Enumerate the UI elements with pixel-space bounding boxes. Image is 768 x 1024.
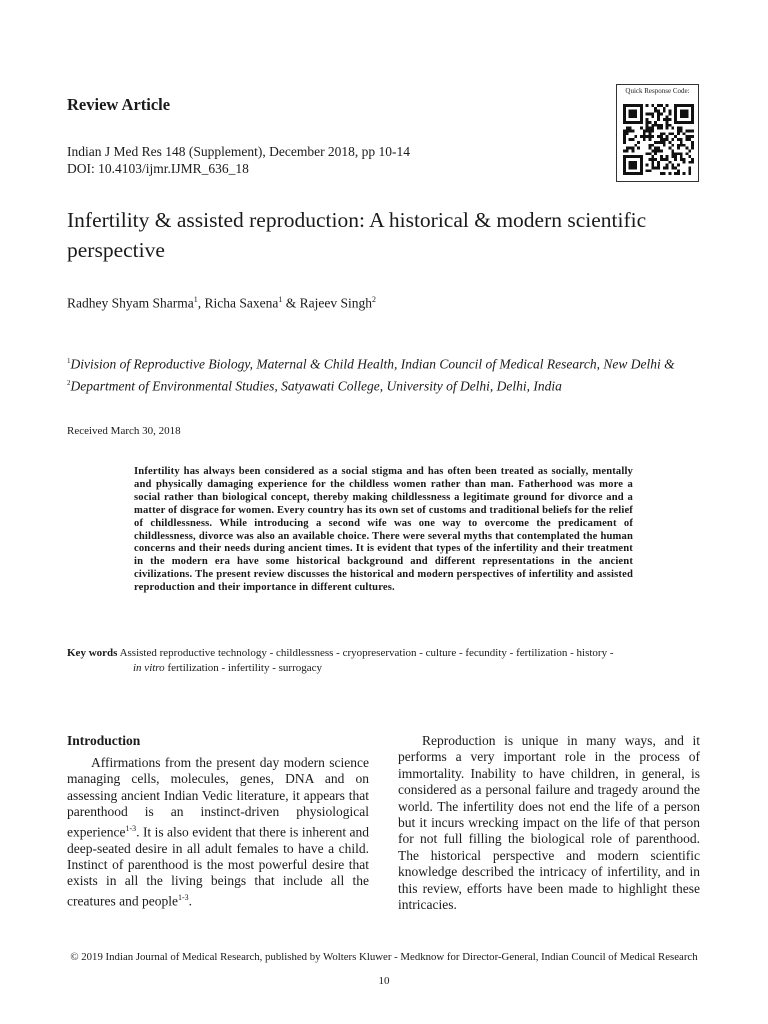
qr-code-box <box>616 84 699 182</box>
keywords-line2: fertilization - infertility - surrogacy <box>164 661 322 674</box>
keywords-label: Key words <box>67 647 118 659</box>
affiliation-line: $^1$Division of Reproductive Biology, Maternal & Child Health, Indian Council of Medical Research, New Delhi & <box>67 356 675 372</box>
received-date: Received March 30, 2018 <box>67 425 181 437</box>
citation <box>67 143 410 177</box>
author-name: Radhey Shyam Sharma <box>67 295 194 311</box>
section-heading-introduction: Introduction <box>67 733 141 748</box>
intro-paragraph-1: Affirmations from the present day modern science managing cells, molecules, genes, DNA and on assessing ancient Indian Vedic literature, it appears that parenthood is an instinct-driven physiological experience$^{1-3}$. It is also evident that there is inherent and deep-seated desire in all adult females to have a child. Instinct of parenthood is the most powerful desire that exists in all the living beings that include all the creatures and people$^{1-3}$. <box>67 755 369 909</box>
intro-left-column <box>67 755 369 910</box>
author-name: Richa Saxena <box>204 295 279 311</box>
keywords-line1: Assisted reproductive technology - childlessness - cryopreservation - culture - fecundity - fertilization - history - <box>119 647 614 659</box>
author-affiliation-marker: 1 <box>278 295 283 304</box>
author-list: Radhey Shyam Sharma$^1$, Richa Saxena$^1$ & Rajeev Singh$^2$ <box>67 295 376 311</box>
qr-label: Quick Response Code: <box>625 87 690 95</box>
author-affiliation-marker: 1 <box>193 295 198 304</box>
keywords <box>67 646 635 675</box>
copyright-footer: © 2019 Indian Journal of Medical Research, published by Wolters Kluwer - Medknow for Director-General, Indian Council of Medical Research <box>70 951 698 963</box>
article-title: Infertility & assisted reproduction: A historical & modern scientific perspective <box>67 208 647 262</box>
citation-journal: Indian J Med Res 148 (Supplement), December 2018, pp 10-14 <box>67 144 411 159</box>
qr-code-icon[interactable] <box>623 104 694 175</box>
citation-ref[interactable]: 1-3 <box>177 892 189 902</box>
author-affiliation-marker: 2 <box>371 295 376 304</box>
citation-ref[interactable]: 1-3 <box>125 823 137 833</box>
affiliation-line: $^2$Department of Environmental Studies, Satyawati College, University of Delhi, Delhi, India <box>67 378 562 393</box>
article-type: Review Article <box>67 95 171 114</box>
intro-paragraph-2: Reproduction is unique in many ways, and it performs a very important role in the process of immortality. Inability to have children, in general, is considered as a personal failure and tragedy around the world. The infertility does not end the life of a person but it incurs wrecking impact on the life of that person for not full filling the biological role of parenthood. The historical perspective and modern scientific knowledge described the intricacy of infertility, and in this review, efforts have been made to highlight these intricacies. <box>398 733 700 913</box>
author-name: Rajeev Singh <box>299 295 372 311</box>
abstract: Infertility has always been considered as a social stigma and has often been treated as socially, mentally and physically damaging experience for the childless women rather than man. Fatherhood was more a social rather than biological concept, thereby making childlessness a legitimate ground for divorce and a matter of disgrace for women. Every country has its own set of customs and traditional beliefs for the relief of childlessness. While introducing a second wife was one way to overcome the predicament of childlessness, divorce was also an available choice. There were several myths that contemplated the human concerns and their needs during ancient times. It is evident that types of the infertility and their treatment in the modern era have some historical background and different representations in the ancient civilizations. The present review discusses the historical and modern perspectives of infertility and assisted reproduction and their importance in different cultures. <box>134 466 633 594</box>
intro-right-column <box>398 733 700 913</box>
affiliations <box>67 352 675 395</box>
page-number: 10 <box>378 975 390 987</box>
citation-doi[interactable]: DOI: 10.4103/ijmr.IJMR_636_18 <box>67 161 249 176</box>
keywords-italic: in vitro <box>133 661 165 674</box>
